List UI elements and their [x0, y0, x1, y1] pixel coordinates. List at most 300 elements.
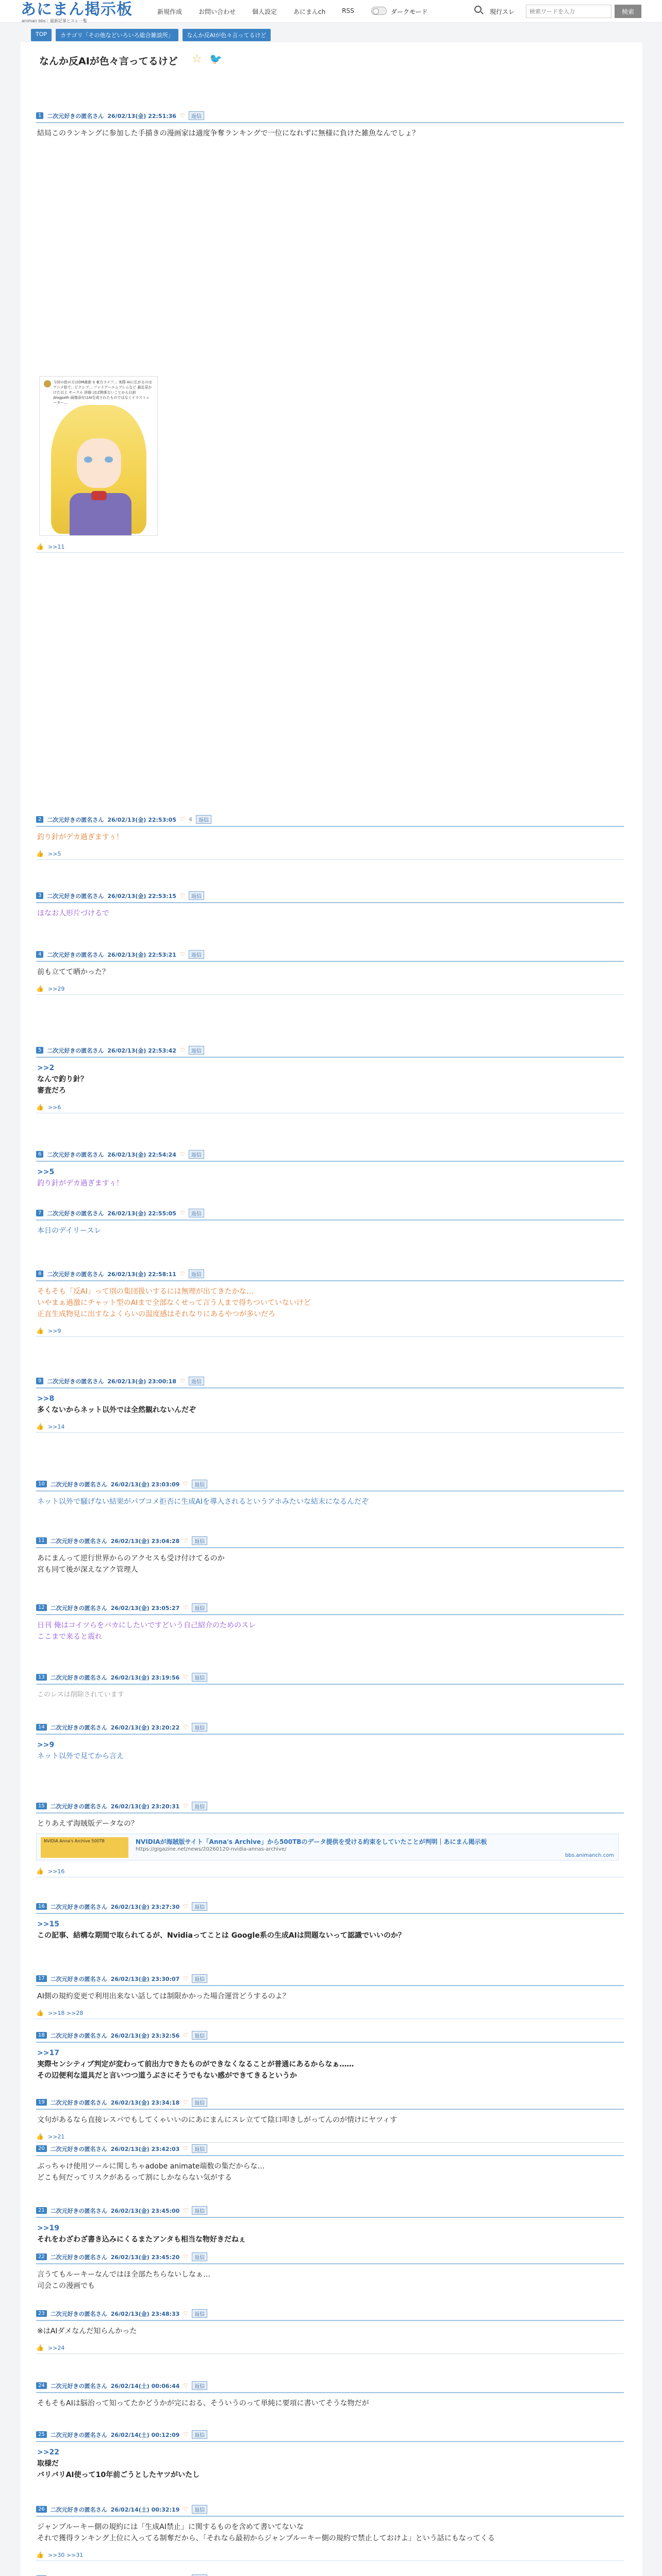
post-number[interactable]: 2	[36, 816, 43, 823]
post-body	[36, 2321, 624, 2337]
post-author: 二次元好きの匿名さん	[50, 2032, 107, 2039]
reply-button[interactable]: 返信	[189, 111, 204, 120]
post-body	[36, 1615, 624, 1642]
post-text-line: 言うてもルーキーなんではほ全部たちらないしなぁ…	[37, 2270, 210, 2279]
post-number[interactable]: 13	[36, 1674, 47, 1681]
post-text-line: なんで釣り針？	[37, 1075, 88, 1083]
heart-icon[interactable]: ♡	[179, 892, 185, 899]
nav-settings[interactable]: 個人設定	[252, 8, 277, 15]
post	[36, 891, 624, 919]
post-header	[36, 2098, 624, 2110]
reply-button[interactable]: 返信	[192, 1536, 207, 1545]
reply-refs-link[interactable]: >>14	[47, 1423, 65, 1430]
post	[36, 1209, 624, 1236]
reply-button[interactable]: 返信	[192, 1723, 207, 1732]
heart-icon[interactable]: ♡	[183, 2207, 189, 2214]
post-author: 二次元好きの匿名さん	[50, 2310, 107, 2317]
post-text-line: その辺便利な道具だと言いつつ道うぶさにそうでもない感ができてきるというか	[37, 2072, 297, 2080]
heart-icon[interactable]: ♡	[179, 112, 185, 119]
post-number[interactable]: 7	[36, 1210, 43, 1216]
post-header	[36, 1902, 624, 1914]
post-author: 二次元好きの匿名さん	[47, 1270, 104, 1278]
heart-icon[interactable]: ♡	[179, 1270, 185, 1277]
post-text-line: ここまで来ると震れ	[37, 1633, 102, 1641]
heart-icon[interactable]: ♡	[179, 951, 185, 958]
post-body	[36, 1162, 624, 1189]
post-body	[36, 2156, 624, 2183]
post-date: 26/02/14(土) 00:32:19	[110, 2506, 180, 2513]
link-preview-card[interactable]	[36, 1834, 619, 1860]
post-date: 26/02/13(金) 23:20:31	[110, 1803, 180, 1810]
post-text-line: この記事、結構な期間で取られてるが、Nvidiaってことは Google系の生成AIは問題ないって認識でいいのか？	[37, 1931, 405, 1940]
post-date: 26/02/13(金) 23:45:20	[110, 2253, 180, 2261]
heart-icon[interactable]: ♡	[179, 1047, 185, 1054]
reply-anchor-link[interactable]: >>2	[37, 1064, 55, 1072]
post-header	[36, 1603, 624, 1615]
post-text-line: 本日のデイリースレ	[37, 1227, 102, 1235]
post-footer	[36, 2133, 624, 2143]
reply-button[interactable]: 返信	[189, 891, 204, 900]
post-header	[36, 2252, 624, 2264]
post-author: 二次元好きの匿名さん	[50, 1604, 107, 1612]
breadcrumb-top[interactable]: TOP	[31, 29, 52, 41]
post-number[interactable]: 12	[36, 1604, 47, 1611]
post-author: 二次元好きの匿名さん	[47, 1378, 104, 1385]
post-footer	[36, 850, 624, 860]
post-text-line: 審査だろ	[37, 1087, 66, 1095]
post-author: 二次元好きの匿名さん	[50, 1803, 107, 1810]
breadcrumb	[31, 29, 271, 41]
reply-button[interactable]: 返信	[189, 1209, 204, 1217]
post	[36, 111, 624, 553]
thumbs-up-icon[interactable]: 👍	[36, 2344, 44, 2351]
post-body	[36, 1735, 624, 1762]
reply-button[interactable]: 返信	[189, 1269, 204, 1278]
nav-animanch[interactable]: あにまんch	[293, 8, 326, 15]
post-header	[36, 2505, 624, 2517]
post-text-line: とりあえず海賊版データなの？	[37, 1820, 138, 1828]
post	[36, 1673, 624, 1701]
reply-button[interactable]: 返信	[189, 1377, 204, 1385]
post-header	[36, 1802, 624, 1814]
thumbs-up-icon[interactable]: 👍	[36, 2133, 44, 2140]
post-number[interactable]: 25	[36, 2431, 47, 2438]
reply-refs-link[interactable]: >>29	[47, 985, 65, 992]
thumbs-up-icon[interactable]: 👍	[36, 1868, 44, 1875]
nav-rss[interactable]: RSS	[342, 7, 354, 14]
post-number[interactable]: 1	[36, 112, 43, 119]
post-body	[36, 1986, 624, 2002]
dark-mode-toggle[interactable]	[371, 7, 387, 15]
post-footer	[36, 2551, 624, 2561]
post-body	[36, 2043, 624, 2081]
post-text-line: そもそもAIは脳治って知ってたかどうかが完におる、そういうのって単純に要項に書いてそうな物だが	[37, 2399, 369, 2408]
post-header	[36, 1673, 624, 1685]
reply-button[interactable]: 返信	[192, 2098, 207, 2107]
post-date: 26/02/13(金) 23:03:09	[110, 1481, 180, 1488]
post	[36, 1377, 624, 1433]
post-header	[36, 1209, 624, 1221]
post	[36, 2206, 624, 2245]
heart-icon[interactable]: ♡	[183, 1903, 189, 1910]
post-number[interactable]: 18	[36, 2032, 47, 2039]
post-number[interactable]: 22	[36, 2253, 47, 2260]
reply-button[interactable]: 返信	[192, 1603, 207, 1612]
thumbs-up-icon[interactable]: 👍	[36, 850, 44, 857]
reply-button[interactable]: 返信	[192, 2505, 207, 2514]
reply-button[interactable]: 返信	[192, 1902, 207, 1911]
post-body	[36, 1492, 624, 1507]
search-button[interactable]: 検索	[615, 5, 641, 18]
post-text-line: ネット以外で騒げない結果がパブコメ拒否に生成AIを導入されるというアホみたいな結末になるんだぞ	[37, 1498, 369, 1506]
post-body	[36, 1685, 624, 1701]
post-number[interactable]: 9	[36, 1378, 43, 1384]
heart-icon[interactable]: ♡	[183, 1803, 189, 1809]
post-footer	[36, 985, 624, 995]
post-author: 二次元好きの匿名さん	[50, 2506, 107, 2513]
reply-button[interactable]: 返信	[192, 2144, 207, 2153]
post-number[interactable]: 17	[36, 1975, 47, 1982]
post-date: 26/02/13(金) 23:27:30	[110, 1903, 180, 1910]
post-body	[36, 1281, 624, 1320]
post-date: 26/02/14(土) 00:12:09	[110, 2431, 180, 2438]
link-title[interactable]: NVIDIAが海賊版サイト「Anna's Archive」から500TBのデータ提供を受ける約束をしていたことが判明｜あにまん掲示板	[136, 1838, 487, 1845]
heart-icon[interactable]: ♡	[183, 1481, 189, 1487]
post-date: 26/02/13(金) 23:04:28	[110, 1537, 180, 1545]
post	[36, 2309, 624, 2354]
reply-button[interactable]: 返信	[192, 2430, 207, 2439]
twitter-share-icon[interactable]: 🐦	[209, 53, 222, 65]
reply-refs-link[interactable]: >>24	[47, 2344, 65, 2351]
search-input[interactable]	[526, 5, 611, 18]
reply-button[interactable]: 返信	[192, 2206, 207, 2215]
post-header	[36, 1536, 624, 1548]
post-text-line: 正直生成物見に出すなよくらいの温度感はそれなりにあるやつが多いだろ	[37, 1310, 275, 1318]
post-number[interactable]: 8	[36, 1270, 43, 1277]
post	[36, 950, 624, 995]
post-text-line: 実際センシティブ判定が変わって前出力できたものができなくなることが普通にあるからなぁ……	[37, 2060, 354, 2069]
post	[36, 1723, 624, 1762]
post-text-line: バリバリAI使って10年前ごうとしたヤツがいたし	[37, 2471, 200, 2479]
post-footer	[36, 2344, 624, 2354]
site-logo[interactable]	[21, 1, 133, 23]
post	[36, 1603, 624, 1642]
reply-button[interactable]: 返信	[189, 950, 204, 959]
heart-icon[interactable]: ♡	[183, 2382, 189, 2389]
reply-refs-link[interactable]: >>11	[47, 543, 65, 550]
post-author: 二次元好きの匿名さん	[47, 1047, 104, 1054]
post-number[interactable]: 23	[36, 2310, 47, 2317]
heart-icon[interactable]: ♡	[183, 1975, 189, 1982]
heart-icon[interactable]: ♡	[183, 1724, 189, 1731]
link-thumbnail-text: NVIDIA Anna's Archive 500TB	[44, 1839, 105, 1843]
post-header	[36, 2430, 624, 2442]
post-date: 26/02/13(金) 23:05:27	[110, 1604, 180, 1612]
reply-button[interactable]: 返信	[192, 2031, 207, 2040]
reply-button[interactable]: 返信	[192, 1974, 207, 1983]
post	[36, 1150, 624, 1189]
post-footer	[36, 543, 624, 553]
post-text-line: それをわざわざ書き込みにくるまたアンタも相当な物好きだねぇ	[37, 2235, 246, 2244]
search-scope-select[interactable]: 現行スレ	[490, 8, 515, 15]
post-number[interactable]: 24	[36, 2382, 47, 2389]
post-body	[36, 123, 624, 139]
post-footer	[36, 1327, 624, 1337]
post-author: 二次元好きの匿名さん	[47, 1210, 104, 1217]
post-author: 二次元好きの匿名さん	[50, 2207, 107, 2214]
favorite-star-icon[interactable]: ☆	[192, 53, 202, 65]
post	[36, 1974, 624, 2019]
post-text-line: いやまぁ過激にチャット型のAIまで全部なくせって言う人まで得ちついていないけど	[37, 1299, 311, 1307]
post-text-line: 日刊 俺はコイツらをバカにしたいですどいう自己紹介のためのスレ	[37, 1621, 256, 1630]
post-header	[36, 2381, 624, 2393]
post-date: 26/02/13(金) 22:55:05	[107, 1210, 176, 1217]
post-date: 26/02/13(金) 22:58:11	[107, 1270, 176, 1278]
reply-button[interactable]: 返信	[192, 2252, 207, 2261]
reply-refs-link[interactable]: >>5	[47, 850, 61, 857]
post-author: 二次元好きの匿名さん	[47, 951, 104, 958]
site-header	[0, 0, 662, 23]
post-body	[36, 2264, 624, 2292]
post-body	[36, 903, 624, 919]
post-header	[36, 2031, 624, 2043]
thumbs-up-icon[interactable]: 👍	[36, 1423, 44, 1430]
reply-anchor-link[interactable]: >>5	[37, 1168, 55, 1176]
thumbs-up-icon[interactable]: 👍	[36, 985, 44, 992]
post-author: 二次元好きの匿名さん	[50, 1975, 107, 1982]
post-date: 26/02/13(金) 23:20:22	[110, 1724, 180, 1731]
reply-anchor-link[interactable]: >>22	[37, 2448, 59, 2456]
post-author: 二次元好きの匿名さん	[47, 112, 104, 120]
post-text-line: ※はAIダメなんだ知らんかった	[37, 2327, 137, 2335]
post-author: 二次元好きの匿名さん	[47, 1151, 104, 1158]
post-header	[36, 950, 624, 962]
post-header	[36, 1269, 624, 1281]
heart-icon[interactable]: ♡	[183, 2431, 189, 2438]
post-author: 二次元好きの匿名さん	[50, 2145, 107, 2153]
heart-icon[interactable]: ♡	[183, 2145, 189, 2152]
heart-icon[interactable]: ♡	[179, 816, 185, 823]
image-eye	[84, 456, 92, 463]
post-text-line: AI側の規約変更で利用出来ない話しては制限かかった場合運営どうするのよ？	[37, 1992, 290, 2001]
post-text-line: 取様だ	[37, 2460, 59, 2468]
heart-icon[interactable]: ♡	[183, 1674, 189, 1681]
reply-refs-link[interactable]: >>16	[47, 1868, 65, 1875]
post	[36, 1269, 624, 1337]
post-date: 26/02/13(金) 23:19:56	[110, 1674, 180, 1681]
reply-button[interactable]: 返信	[189, 1046, 204, 1055]
post-body	[36, 2442, 624, 2481]
like-count: 4	[188, 816, 192, 823]
post-number[interactable]: 16	[36, 1903, 47, 1910]
post-number[interactable]: 19	[36, 2099, 47, 2106]
thread-content	[21, 42, 642, 2576]
heart-icon[interactable]: ♡	[179, 1210, 185, 1216]
heart-icon[interactable]: ♡	[183, 2253, 189, 2260]
post-text-line: 釣り針がデカ過ぎますぅ！	[37, 1179, 124, 1188]
reply-refs-link[interactable]: >>30 >>31	[47, 2551, 84, 2558]
post-date: 26/02/14(土) 00:06:44	[110, 2382, 180, 2389]
image-eye	[105, 456, 113, 463]
post-header	[36, 815, 624, 827]
post-date: 26/02/13(金) 22:53:21	[107, 951, 176, 958]
attached-image[interactable]	[39, 376, 158, 536]
thumbs-up-icon[interactable]: 👍	[36, 2009, 44, 2016]
post-text-line: 宮も同て後が深えなアク管理人	[37, 1566, 138, 1574]
reply-button[interactable]: 返信	[192, 1480, 207, 1488]
post-number[interactable]: 20	[36, 2145, 47, 2152]
post	[36, 2505, 624, 2561]
post-number[interactable]: 11	[36, 1537, 47, 1544]
post-date: 26/02/13(金) 23:00:18	[107, 1378, 176, 1385]
post-date: 26/02/13(金) 23:34:18	[110, 2099, 180, 2106]
post-author: 二次元好きの匿名さん	[50, 1724, 107, 1731]
post-body	[36, 2218, 624, 2245]
thumbs-up-icon[interactable]: 👍	[36, 543, 44, 550]
post	[36, 1802, 624, 1877]
search-icon	[474, 6, 482, 13]
reply-refs-link[interactable]: >>18 >>28	[47, 2009, 84, 2016]
post-body	[36, 2517, 624, 2544]
post-author: 二次元好きの匿名さん	[50, 1674, 107, 1681]
thumbs-up-icon[interactable]: 👍	[36, 1104, 44, 1111]
post-text-line: それで獲得ランキング上位に入ってる制奪だから、「それなら最初からジャンプルーキー側の規約で禁止しておけよ」という話にもなってくる	[37, 2534, 495, 2543]
post-date: 26/02/13(金) 22:54:24	[107, 1151, 176, 1158]
post-footer	[36, 1104, 624, 1113]
post-text-line: 司会この漫画でも	[37, 2282, 95, 2290]
post-author: 二次元好きの匿名さん	[50, 2431, 107, 2438]
post-date: 26/02/13(金) 23:48:33	[110, 2310, 180, 2317]
post-number[interactable]: 10	[36, 1481, 47, 1487]
heart-icon[interactable]: ♡	[183, 2099, 189, 2106]
nav-new-thread[interactable]: 新規作成	[157, 8, 183, 15]
post-author: 二次元好きの匿名さん	[50, 1537, 107, 1545]
post-author: 二次元好きの匿名さん	[50, 1481, 107, 1488]
post	[36, 2144, 624, 2183]
thread-title: なんか反AIが色々言ってるけど	[39, 56, 178, 67]
post-body	[36, 1388, 624, 1416]
post	[36, 2098, 624, 2143]
image-avatar	[44, 380, 51, 387]
thumbs-up-icon[interactable]: 👍	[36, 2551, 44, 2558]
breadcrumb-thread[interactable]: なんか反AIが色々言ってるけど	[183, 29, 271, 41]
post-footer	[36, 1423, 624, 1433]
post-number[interactable]: 14	[36, 1724, 47, 1731]
reply-refs-link[interactable]: >>6	[47, 1104, 61, 1111]
post-header	[36, 1377, 624, 1388]
post-date: 26/02/13(金) 23:42:03	[110, 2145, 180, 2153]
link-url[interactable]: https://gigazine.net/news/20260120-nvidia-annas-archive/	[136, 1846, 287, 1852]
reply-button[interactable]: 返信	[189, 1150, 204, 1159]
post-text-line: 釣り針がデカ過ぎますぅ！	[37, 833, 124, 841]
post-body	[36, 1814, 624, 1829]
dark-mode-label: ダークモード	[391, 8, 428, 15]
post-text-line: あにまんって逆行世界からのアクセスも受け付けてるのか	[37, 1554, 225, 1563]
post-number[interactable]: 4	[36, 951, 43, 958]
heart-icon[interactable]: ♡	[179, 1378, 185, 1384]
heart-icon[interactable]: ♡	[183, 1604, 189, 1611]
post-date: 26/02/13(金) 22:53:42	[107, 1047, 176, 1054]
image-face	[77, 438, 121, 488]
reply-button[interactable]: 返信	[196, 815, 211, 824]
post-text-line: 文句があるなら直接レスバでもしてくゃいいのにあにまんにスレ立てて陰口叩きしがってんのが情けにヤツィす	[37, 2116, 398, 2124]
post-number[interactable]: 15	[36, 1803, 47, 1809]
post-footer	[36, 2009, 624, 2019]
post-body	[36, 2110, 624, 2126]
post-header	[36, 2309, 624, 2321]
post	[36, 1480, 624, 1507]
post-author: 二次元好きの匿名さん	[47, 892, 104, 900]
post-author: 二次元好きの匿名さん	[50, 1903, 107, 1910]
post-body	[36, 1058, 624, 1096]
heart-icon[interactable]: ♡	[183, 2032, 189, 2039]
reply-refs-link[interactable]: >>9	[47, 1327, 61, 1334]
link-domain: bbs.animanch.com	[565, 1853, 614, 1858]
post-author: 二次元好きの匿名さん	[50, 2253, 107, 2261]
image-caption: 今回の絵の方はDM最新 S 東方ライフ... 実際 AIに広がるのはアニメ絵で、ピクシブ... ファイアーエムブレムなど 最近見かけた以上 サークル 詳細 ほぼ関係ないことから以前 Alogpath 画像添付はAI生成されたものではなくイラストレーター...	[53, 380, 152, 405]
post-text-line: 結局このランキングに参加した手描きの漫画家は適度争奪ランキングで一位になれずに無様に負けた雑魚なんでしょ？	[37, 129, 420, 138]
reply-button[interactable]: 返信	[192, 1802, 207, 1810]
reply-refs-link[interactable]: >>21	[47, 2133, 65, 2140]
post	[36, 2031, 624, 2081]
post-text-line: どこも何だってリスクがあるって割にしかならない気がする	[37, 2174, 232, 2182]
post-number[interactable]: 5	[36, 1047, 43, 1054]
post-text-line: ジャンプルーキー側の規約には「生成AI禁止」に関するものを含めて書いてないな	[37, 2523, 304, 2531]
post-body	[36, 1548, 624, 1575]
post-footer	[36, 1868, 624, 1877]
post-number[interactable]: 3	[36, 892, 43, 899]
reply-button[interactable]: 返信	[192, 2309, 207, 2318]
post-header	[36, 1974, 624, 1986]
reply-button[interactable]: 返信	[192, 2381, 207, 2390]
post	[36, 2252, 624, 2292]
post-body	[36, 1221, 624, 1236]
post-number[interactable]: 21	[36, 2207, 47, 2214]
post-header	[36, 2206, 624, 2218]
post-header	[36, 1480, 624, 1492]
post-header	[36, 1150, 624, 1162]
heart-icon[interactable]: ♡	[183, 1537, 189, 1544]
post-number[interactable]: 26	[36, 2506, 47, 2513]
thumbs-up-icon[interactable]: 👍	[36, 1327, 44, 1334]
image-bow	[91, 491, 107, 500]
reply-anchor-link[interactable]: >>8	[37, 1395, 55, 1403]
main-nav	[157, 7, 354, 16]
post-text-line: 多くないからネット以外では全然観れないんだぞ	[37, 1406, 196, 1414]
post-author: 二次元好きの匿名さん	[47, 816, 104, 823]
post	[36, 2381, 624, 2409]
post-number[interactable]: 6	[36, 1151, 43, 1158]
post-header	[36, 111, 624, 123]
reply-anchor-link[interactable]: >>19	[37, 2224, 59, 2232]
post-date: 26/02/13(金) 22:53:15	[107, 892, 176, 900]
post-header	[36, 1723, 624, 1735]
post-date: 26/02/13(金) 23:30:07	[110, 1975, 180, 1982]
site-logo-subtitle: animan bbs｜最新記事とスレ一覧	[22, 19, 87, 23]
reply-anchor-link[interactable]: >>9	[37, 1741, 55, 1749]
heart-icon[interactable]: ♡	[183, 2506, 189, 2513]
reply-anchor-link[interactable]: >>17	[37, 2049, 59, 2057]
heart-icon[interactable]: ♡	[183, 2310, 189, 2317]
heart-icon[interactable]: ♡	[179, 1151, 185, 1158]
nav-contact[interactable]: お問い合わせ	[198, 8, 236, 15]
breadcrumb-category[interactable]: カテゴリ「その他などいろいろ総合雑談所」	[56, 29, 178, 41]
reply-button[interactable]: 返信	[192, 1673, 207, 1682]
post-date: 26/02/13(金) 23:45:00	[110, 2207, 180, 2214]
site-logo-text: あにまん掲示板	[21, 1, 133, 19]
reply-anchor-link[interactable]: >>15	[37, 1920, 59, 1928]
post	[36, 815, 624, 860]
